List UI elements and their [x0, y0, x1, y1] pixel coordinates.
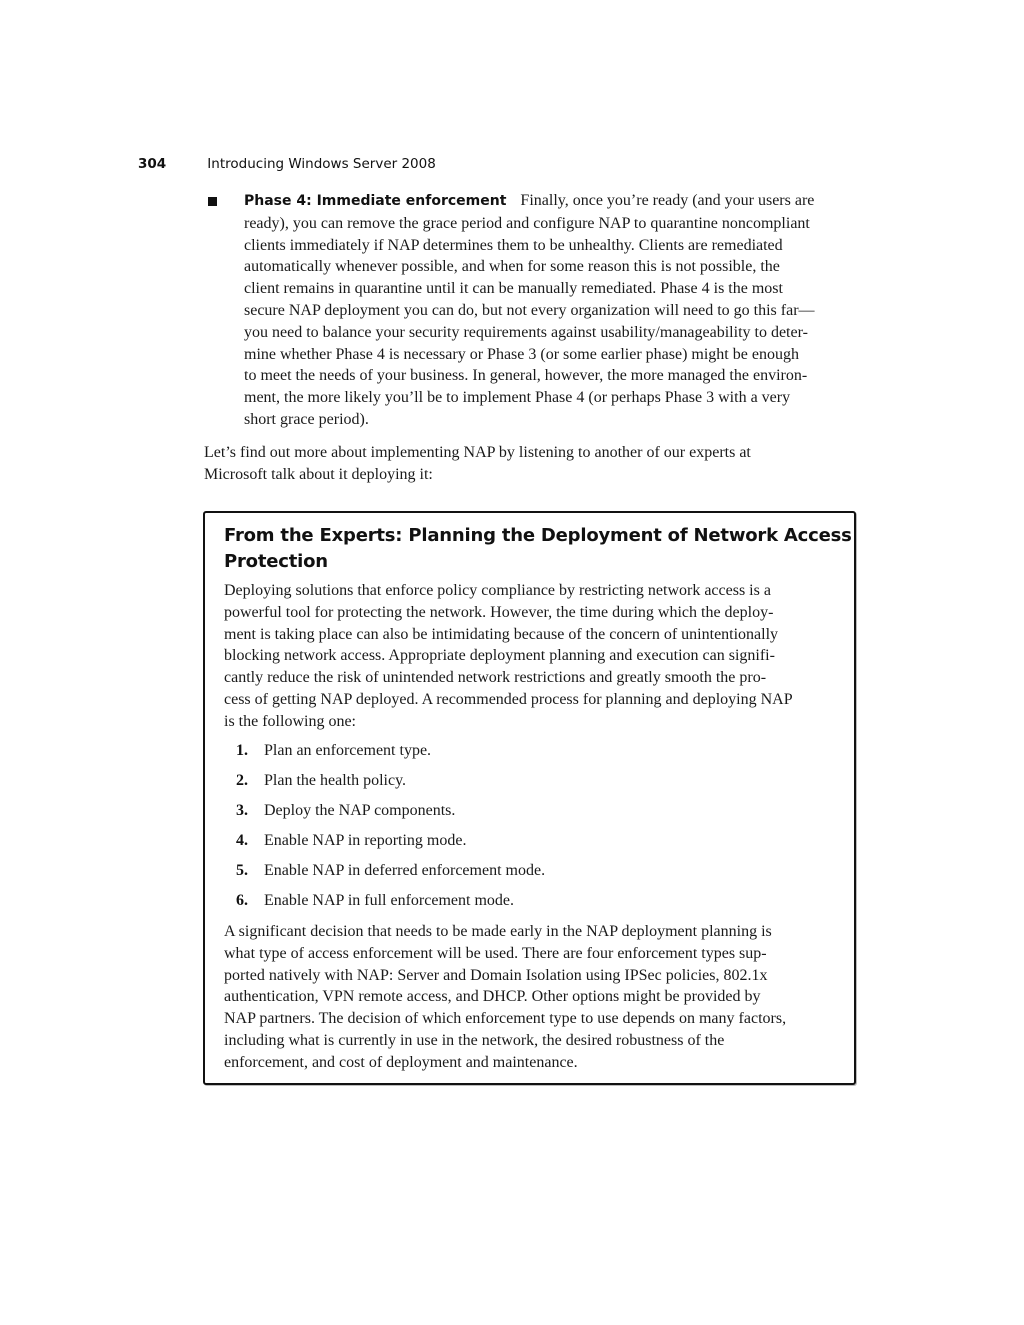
- bullet-line: ment, the more likely you’ll be to implement Phase 4 (or perhaps Phase 3 with a very: [244, 389, 791, 407]
- paragraph-line: cess of getting NAP deployed. A recommended process for planning and deploying NAP: [224, 690, 793, 708]
- bullet-line: ready), you can remove the grace period and configure NAP to quarantine noncompliant: [244, 214, 810, 232]
- bullet-line: you need to balance your security requirements against usability/manageability to deter-: [244, 323, 808, 341]
- intro-paragraph: [204, 442, 854, 486]
- paragraph-line: A significant decision that needs to be made early in the NAP deployment planning is: [224, 923, 772, 940]
- step-number: 3.: [236, 802, 248, 820]
- paragraph-line: blocking network access. Appropriate deployment planning and execution can signifi-: [224, 647, 775, 665]
- sidebar-title-line: From the Experts: Planning the Deployment of Network Access: [224, 525, 852, 546]
- paragraph-line: NAP partners. The decision of which enforcement type to use depends on many factors,: [224, 1010, 787, 1028]
- bullet-line-text: Finally, once you’re ready (and your users are: [520, 192, 815, 209]
- intro-line: Microsoft talk about it deploying it:: [204, 465, 433, 483]
- bullet-line: clients immediately if NAP determines them to be unhealthy. Clients are remediated: [244, 236, 783, 254]
- step-item: [236, 770, 796, 800]
- step-text: Plan the health policy.: [264, 772, 407, 790]
- bullet-line: mine whether Phase 4 is necessary or Phase 3 (or some earlier phase) might be enough: [244, 345, 799, 363]
- paragraph-line: is the following one:: [224, 712, 356, 730]
- paragraph-line: powerful tool for protecting the network. However, the time during which the deploy-: [224, 603, 774, 621]
- page-header: [138, 156, 436, 172]
- bullet-line: to meet the needs of your business. In general, however, the more managed the environ-: [244, 367, 808, 385]
- bullet-line: [244, 190, 864, 213]
- paragraph-line: including what is currently in use in the network, the desired robustness of the: [224, 1031, 725, 1049]
- paragraph-line: what type of access enforcement will be used. There are four enforcement types sup-: [224, 944, 767, 962]
- paragraph-line: Deploying solutions that enforce policy compliance by restricting network access is a: [224, 582, 771, 599]
- step-text: Deploy the NAP components.: [264, 802, 456, 820]
- step-text: Enable NAP in full enforcement mode.: [264, 892, 514, 910]
- step-number: 4.: [236, 832, 248, 850]
- step-item: [236, 830, 796, 860]
- bullet-line: client remains in quarantine until it can be manually remediated. Phase 4 is the most: [244, 280, 783, 298]
- sidebar-title: [224, 523, 852, 574]
- bullet-line: secure NAP deployment you can do, but not every organization will need to go this far—: [244, 301, 815, 319]
- bullet-line: short grace period).: [244, 410, 369, 428]
- step-text: Enable NAP in reporting mode.: [264, 832, 467, 850]
- from-the-experts-sidebar: [203, 511, 856, 1085]
- deployment-steps-list: [236, 740, 796, 921]
- step-item: [236, 890, 796, 920]
- step-number: 2.: [236, 772, 248, 790]
- page-number: 304: [138, 156, 167, 172]
- step-number: 1.: [236, 742, 248, 759]
- paragraph-line: ment is taking place can also be intimidating because of the concern of unintentionally: [224, 625, 779, 643]
- sidebar-paragraph-1: [224, 580, 844, 733]
- sidebar-title-line: Protection: [224, 550, 328, 572]
- bullet-text: [244, 190, 864, 431]
- step-number: 6.: [236, 892, 248, 910]
- step-text: Plan an enforcement type.: [264, 742, 432, 759]
- sidebar-paragraph-2: [224, 921, 844, 1074]
- step-item: [236, 800, 796, 830]
- paragraph-line: cantly reduce the risk of unintended network restrictions and greatly smooth the pro-: [224, 669, 767, 687]
- intro-line: Let’s find out more about implementing NAP by listening to another of our experts at: [204, 444, 751, 461]
- square-bullet-icon: [208, 197, 217, 206]
- step-text: Enable NAP in deferred enforcement mode.: [264, 862, 546, 880]
- step-item: [236, 860, 796, 890]
- bullet-term: Phase 4: Immediate enforcement: [244, 193, 507, 209]
- step-item: [236, 740, 796, 770]
- running-title: Introducing Windows Server 2008: [207, 156, 436, 172]
- paragraph-line: enforcement, and cost of deployment and maintenance.: [224, 1053, 578, 1071]
- paragraph-line: authentication, VPN remote access, and DHCP. Other options might be provided by: [224, 988, 761, 1006]
- bullet-line: automatically whenever possible, and when for some reason this is not possible, the: [244, 258, 780, 276]
- paragraph-line: ported natively with NAP: Server and Domain Isolation using IPSec policies, 802.1x: [224, 966, 768, 984]
- step-number: 5.: [236, 862, 248, 880]
